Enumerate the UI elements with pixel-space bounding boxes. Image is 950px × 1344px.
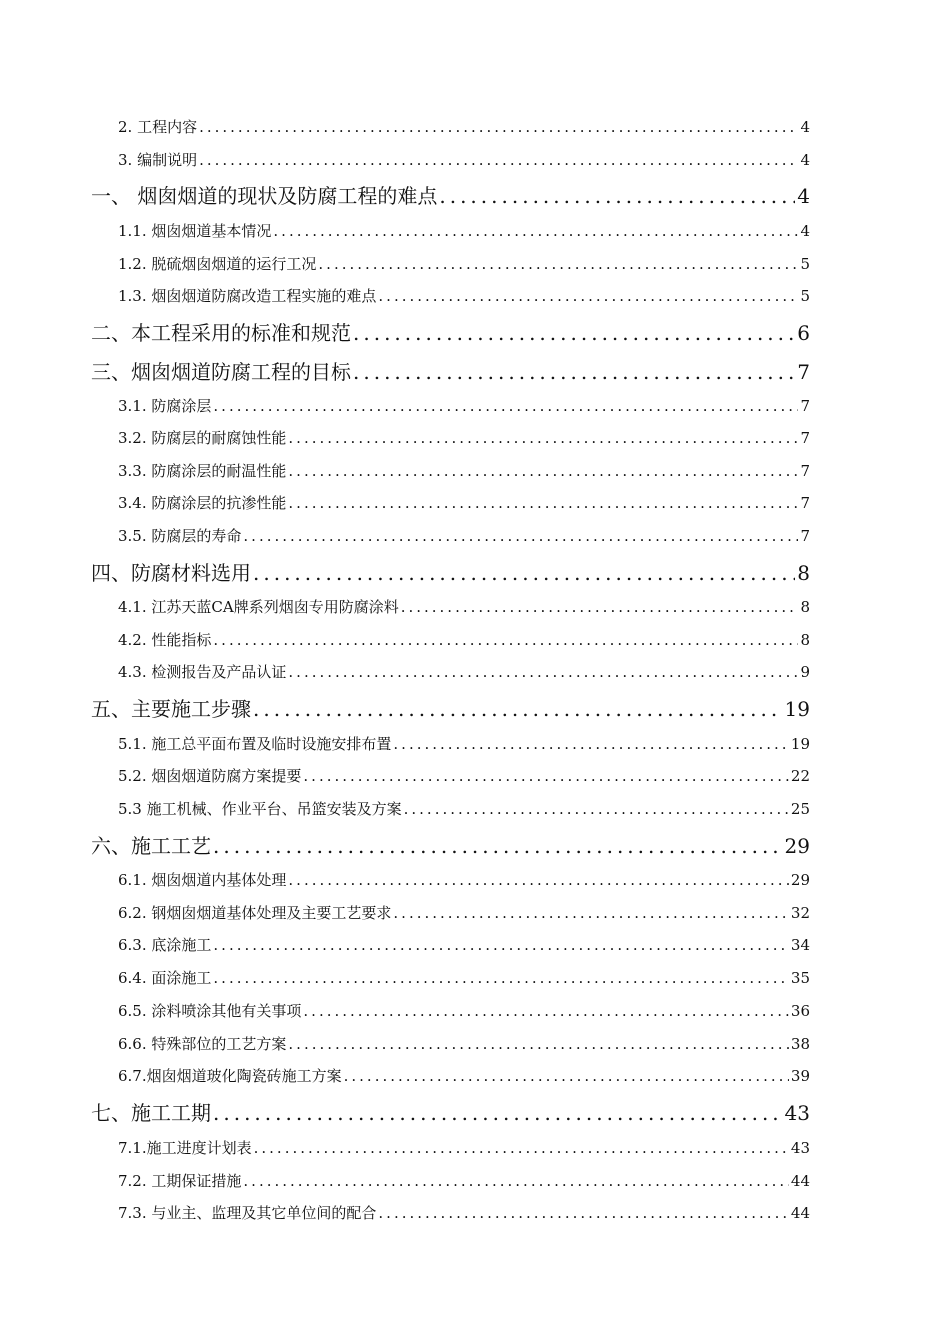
toc-entry[interactable] — [118, 934, 810, 955]
toc-entry-page: 19 — [790, 735, 810, 753]
toc-entry-page: 7 — [800, 494, 810, 512]
toc-entry-page: 25 — [790, 800, 810, 818]
toc-entry-title: 五、主要施工步骤 — [91, 697, 251, 721]
toc-entry[interactable] — [118, 1170, 810, 1191]
toc-entry-page: 32 — [790, 904, 810, 922]
toc-entry[interactable] — [118, 1000, 810, 1021]
toc-entry[interactable] — [118, 427, 810, 448]
toc-entry[interactable] — [118, 1065, 810, 1086]
toc-leader-dots — [243, 527, 798, 545]
toc-leader-dots — [353, 360, 795, 384]
toc-entry[interactable] — [118, 869, 810, 890]
toc-entry-title: 1.3. 烟囱烟道防腐改造工程实施的难点 — [118, 287, 377, 305]
toc-entry-title: 6.6. 特殊部位的工艺方案 — [118, 1035, 287, 1053]
toc-chapter-entry[interactable] — [91, 317, 810, 346]
toc-entry-page: 29 — [784, 834, 810, 858]
toc-entry-title: 4.1. 江苏天蓝CA牌系列烟囱专用防腐涂料 — [118, 598, 399, 616]
toc-entry[interactable] — [118, 765, 810, 786]
toc-entry-page: 8 — [800, 598, 810, 616]
toc-entry-title: 7.1.施工进度计划表 — [118, 1139, 252, 1157]
toc-entry-page: 34 — [790, 936, 810, 954]
toc-leader-dots — [254, 1139, 789, 1157]
toc-leader-dots — [199, 151, 798, 169]
toc-entry-page: 35 — [790, 969, 810, 987]
toc-entry-page: 6 — [797, 321, 810, 345]
toc-entry-title: 3.1. 防腐涂层 — [118, 397, 212, 415]
toc-leader-dots — [303, 767, 789, 785]
toc-entry[interactable] — [118, 525, 810, 546]
toc-entry-title: 4.2. 性能指标 — [118, 631, 212, 649]
toc-entry-page: 43 — [790, 1139, 810, 1157]
toc-entry-page: 36 — [790, 1002, 810, 1020]
toc-leader-dots — [213, 936, 789, 954]
toc-entry-page: 4 — [800, 222, 810, 240]
toc-leader-dots — [273, 222, 798, 240]
toc-entry[interactable] — [118, 661, 810, 682]
toc-entry-page: 38 — [790, 1035, 810, 1053]
toc-entry-page: 7 — [800, 397, 810, 415]
toc-entry[interactable] — [118, 1202, 810, 1223]
toc-leader-dots — [199, 118, 798, 136]
toc-entry-page: 4 — [797, 184, 810, 208]
toc-entry-page: 22 — [790, 767, 810, 785]
toc-entry-title: 4.3. 检测报告及产品认证 — [118, 663, 287, 681]
toc-chapter-entry[interactable] — [91, 180, 810, 209]
toc-leader-dots — [288, 462, 798, 480]
toc-leader-dots — [393, 735, 789, 753]
toc-entry-page: 8 — [797, 561, 810, 585]
toc-entry-title: 7.3. 与业主、监理及其它单位间的配合 — [118, 1204, 377, 1222]
toc-leader-dots — [253, 697, 783, 721]
toc-leader-dots — [378, 287, 798, 305]
toc-entry-title: 6.5. 涂料喷涂其他有关事项 — [118, 1002, 302, 1020]
toc-leader-dots — [288, 429, 798, 447]
toc-entry[interactable] — [118, 492, 810, 513]
toc-entry[interactable] — [118, 1033, 810, 1054]
toc-entry-page: 7 — [800, 527, 810, 545]
toc-entry-title: 1.1. 烟囱烟道基本情况 — [118, 222, 272, 240]
toc-entry-title: 3.2. 防腐层的耐腐蚀性能 — [118, 429, 287, 447]
toc-entry[interactable] — [118, 253, 810, 274]
toc-leader-dots — [318, 255, 798, 273]
toc-chapter-entry[interactable] — [91, 557, 810, 586]
toc-leader-dots — [288, 494, 798, 512]
toc-entry-page: 44 — [790, 1172, 810, 1190]
toc-entry-title: 3.5. 防腐层的寿命 — [118, 527, 242, 545]
toc-entry-page: 8 — [800, 631, 810, 649]
toc-entry-page: 5 — [800, 287, 810, 305]
toc-entry-title: 3.3. 防腐涂层的耐温性能 — [118, 462, 287, 480]
toc-entry-title: 6.3. 底涂施工 — [118, 936, 212, 954]
toc-entry[interactable] — [118, 149, 810, 170]
toc-leader-dots — [393, 904, 789, 922]
toc-leader-dots — [253, 561, 795, 585]
toc-entry[interactable] — [118, 1137, 810, 1158]
toc-chapter-entry[interactable] — [91, 356, 810, 385]
toc-entry-page: 4 — [800, 151, 810, 169]
toc-entry[interactable] — [118, 285, 810, 306]
toc-entry-page: 9 — [800, 663, 810, 681]
toc-entry-title: 5.3 施工机械、作业平台、吊篮安装及方案 — [118, 800, 402, 818]
toc-leader-dots — [213, 834, 783, 858]
toc-chapter-entry[interactable] — [91, 830, 810, 859]
toc-leader-dots — [439, 184, 795, 208]
toc-entry-title: 1.2. 脱硫烟囱烟道的运行工况 — [118, 255, 317, 273]
toc-leader-dots — [288, 663, 798, 681]
toc-entry-title: 6.2. 钢烟囱烟道基体处理及主要工艺要求 — [118, 904, 392, 922]
toc-entry-title: 6.1. 烟囱烟道内基体处理 — [118, 871, 287, 889]
toc-entry-title: 三、烟囱烟道防腐工程的目标 — [91, 360, 351, 384]
toc-entry-page: 39 — [790, 1067, 810, 1085]
toc-entry-title: 6.7.烟囱烟道玻化陶瓷砖施工方案 — [118, 1067, 342, 1085]
toc-entry[interactable] — [118, 220, 810, 241]
toc-entry[interactable] — [118, 733, 810, 754]
toc-entry-title: 2. 工程内容 — [118, 118, 198, 136]
toc-entry-page: 4 — [800, 118, 810, 136]
toc-entry-title: 二、本工程采用的标准和规范 — [91, 321, 351, 345]
toc-entry[interactable] — [118, 395, 810, 416]
toc-entry-page: 7 — [800, 462, 810, 480]
toc-entry-title: 5.1. 施工总平面布置及临时设施安排布置 — [118, 735, 392, 753]
toc-entry-title: 四、防腐材料选用 — [91, 561, 251, 585]
toc-entry-title: 6.4. 面涂施工 — [118, 969, 212, 987]
toc-entry-title: 一、 烟囱烟道的现状及防腐工程的难点 — [91, 184, 438, 208]
toc-leader-dots — [213, 631, 798, 649]
toc-entry-page: 29 — [790, 871, 810, 889]
toc-leader-dots — [344, 1067, 789, 1085]
toc-chapter-entry[interactable] — [91, 1097, 810, 1126]
toc-leader-dots — [288, 871, 789, 889]
toc-leader-dots — [401, 598, 799, 616]
toc-chapter-entry[interactable] — [91, 693, 810, 722]
toc-entry-title: 5.2. 烟囱烟道防腐方案提要 — [118, 767, 302, 785]
toc-entry-page: 7 — [800, 429, 810, 447]
toc-entry[interactable] — [118, 460, 810, 481]
toc-entry-title: 六、施工工艺 — [91, 834, 211, 858]
toc-entry-page: 43 — [784, 1101, 810, 1125]
toc-entry-title: 3. 编制说明 — [118, 151, 198, 169]
toc-entry-title: 7.2. 工期保证措施 — [118, 1172, 242, 1190]
toc-leader-dots — [213, 397, 798, 415]
toc-leader-dots — [213, 1101, 783, 1125]
toc-entry[interactable] — [118, 629, 810, 650]
toc-entry-title: 3.4. 防腐涂层的抗渗性能 — [118, 494, 287, 512]
toc-entry-page: 7 — [797, 360, 810, 384]
toc-entry[interactable] — [118, 967, 810, 988]
toc-leader-dots — [353, 321, 795, 345]
toc-leader-dots — [303, 1002, 789, 1020]
toc-entry[interactable] — [118, 798, 810, 819]
toc-entry-page: 19 — [784, 697, 810, 721]
toc-entry[interactable] — [118, 902, 810, 923]
toc-leader-dots — [213, 969, 789, 987]
toc-leader-dots — [243, 1172, 789, 1190]
toc-entry[interactable] — [118, 596, 810, 617]
toc-leader-dots — [378, 1204, 789, 1222]
toc-entry-page: 44 — [790, 1204, 810, 1222]
toc-leader-dots — [404, 800, 789, 818]
toc-entry-page: 5 — [800, 255, 810, 273]
toc-entry[interactable] — [118, 116, 810, 137]
toc-entry-title: 七、施工工期 — [91, 1101, 211, 1125]
toc-leader-dots — [288, 1035, 789, 1053]
